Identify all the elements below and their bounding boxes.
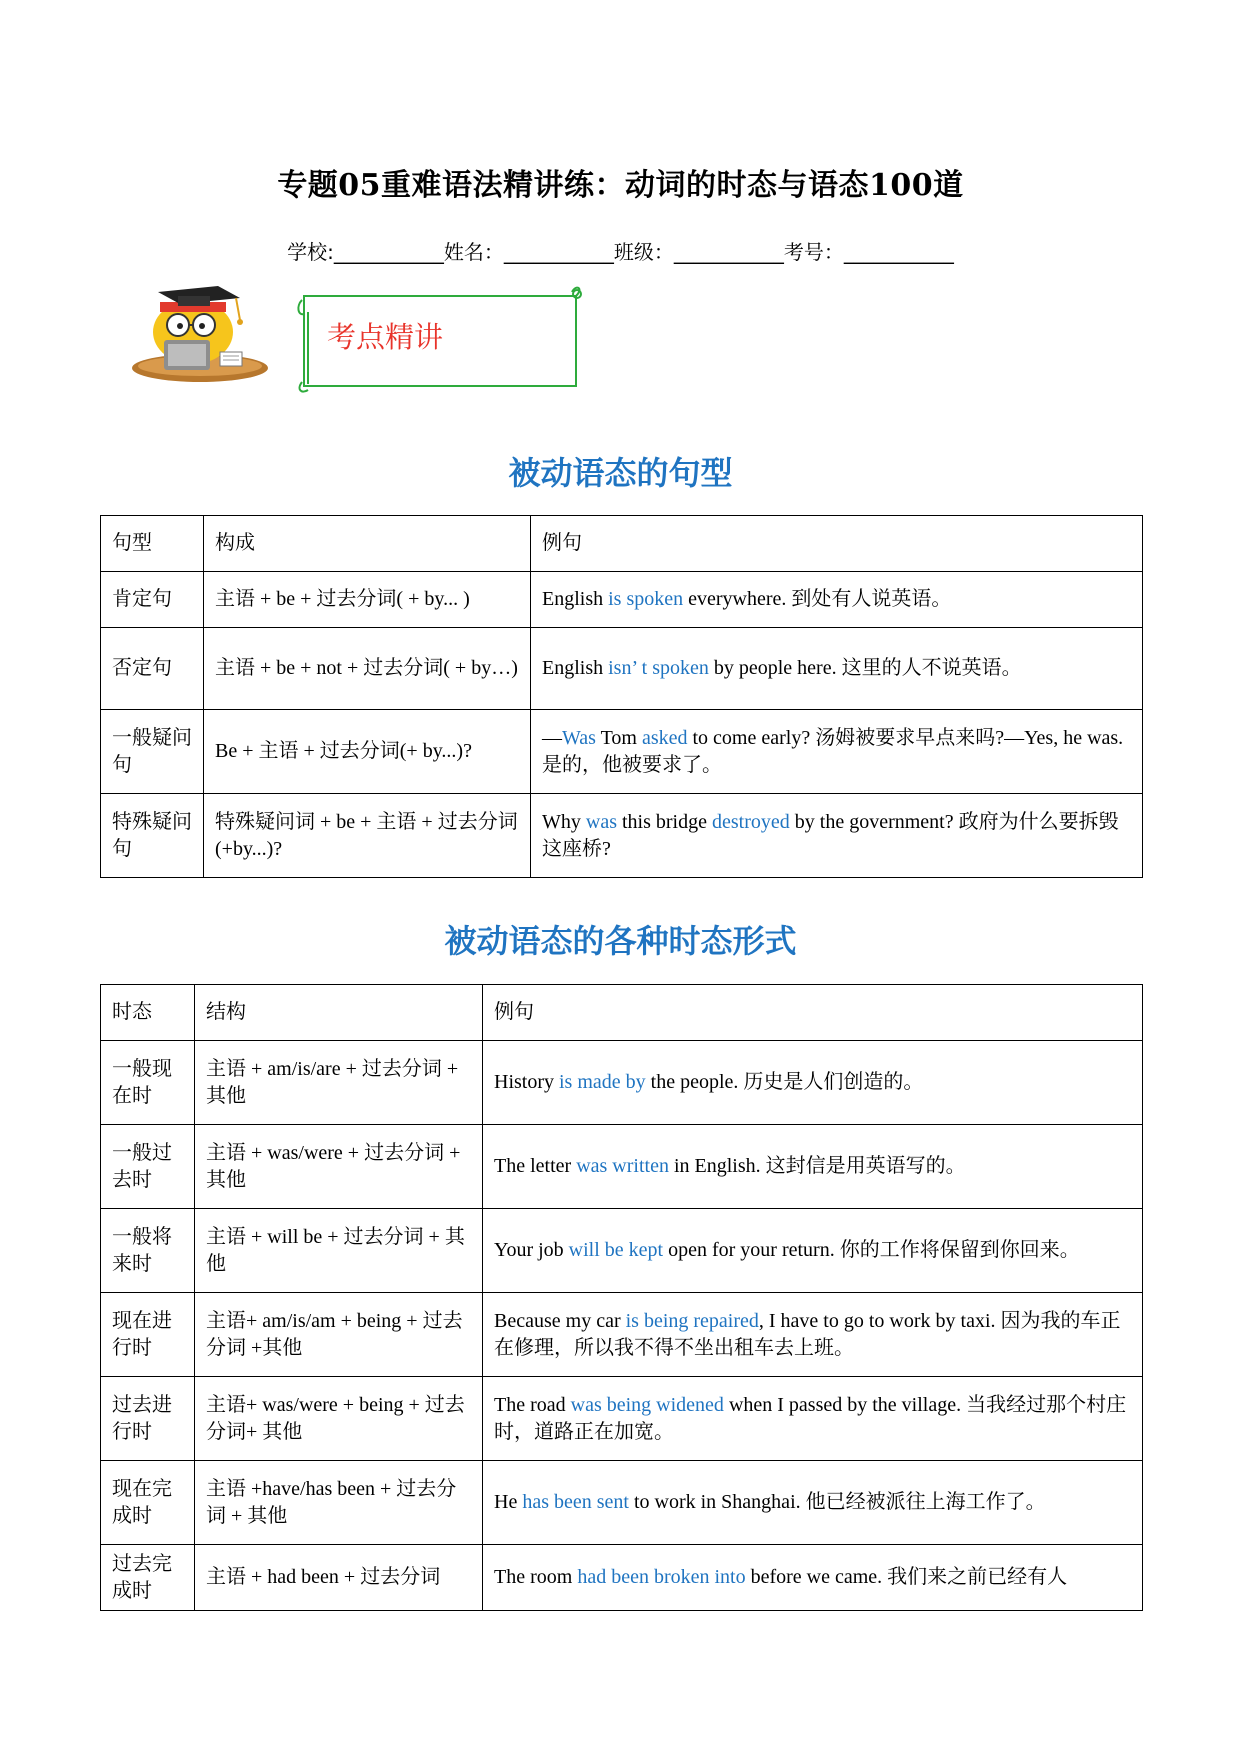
- example-cell: [483, 1041, 1143, 1125]
- section-heading-sentence-patterns: 被动语态的句型: [508, 454, 733, 492]
- example-text: open for your return. 你的工作将保留到你回来。: [663, 1239, 1080, 1261]
- highlighted-verb-phrase: has been sent: [522, 1491, 629, 1513]
- tense-structure-cell: 主语 + will be + 过去分词 + 其他: [195, 1209, 483, 1293]
- tense-name-cell: 一般将来时: [101, 1209, 195, 1293]
- example-text: this bridge: [617, 810, 712, 833]
- highlighted-verb-phrase: was written: [576, 1155, 669, 1177]
- pattern-type-cell: 否定句: [101, 628, 204, 710]
- example-cell: [483, 1125, 1143, 1209]
- badge-label: 考点精讲: [327, 320, 444, 354]
- highlighted-verb-phrase: is made by: [559, 1071, 646, 1093]
- table-header-row: [101, 985, 1143, 1041]
- pattern-type-cell: 肯定句: [101, 572, 204, 628]
- highlighted-verb-phrase: asked: [641, 726, 688, 749]
- example-cell: [483, 1209, 1143, 1293]
- example-cell: [531, 572, 1143, 628]
- pattern-type-cell: 特殊疑问句: [101, 794, 204, 878]
- tense-name-cell: 过去进行时: [101, 1377, 195, 1461]
- highlighted-verb-phrase: is being repaired: [625, 1309, 759, 1332]
- tense-structure-cell: 主语 + was/were + 过去分词 + 其他: [195, 1125, 483, 1209]
- tense-structure-cell: 主语 +have/has been + 过去分词 + 其他: [195, 1461, 483, 1545]
- example-text: English: [542, 657, 609, 679]
- example-text: Your job: [494, 1239, 569, 1261]
- highlighted-verb-phrase: Was: [562, 726, 596, 749]
- example-text: everywhere. 到处有人说英语。: [683, 588, 952, 610]
- tense-name-cell: 一般过去时: [101, 1125, 195, 1209]
- table-row: [101, 794, 1143, 878]
- sentence-pattern-table: [100, 515, 1143, 878]
- tense-name-cell: 过去完成时: [101, 1545, 195, 1611]
- table-row: [101, 1209, 1143, 1293]
- pattern-form-cell: 特殊疑问词 + be + 主语 + 过去分词(+by...)?: [204, 794, 531, 878]
- example-text: by the government? 政府为什么要拆毁这座桥?: [542, 810, 1119, 860]
- column-header: 句型: [101, 516, 204, 572]
- highlighted-verb-phrase: isn’ t spoken: [608, 657, 709, 679]
- table-row: [101, 1041, 1143, 1125]
- example-cell: [531, 710, 1143, 794]
- example-text: to come early? 汤姆被要求早点来吗?—Yes, he was. 是的，他被要求了。: [542, 726, 1124, 776]
- section-heading-tense-forms: 被动语态的各种时态形式: [444, 922, 797, 960]
- pattern-form-cell: 主语 + be + 过去分词( + by... ): [204, 572, 531, 628]
- table-row: [101, 1377, 1143, 1461]
- example-text: before we came. 我们来之前已经有人: [745, 1566, 1068, 1588]
- example-text: Tom: [595, 726, 642, 749]
- highlighted-verb-phrase: was: [585, 810, 617, 833]
- highlighted-verb-phrase: will be kept: [568, 1239, 664, 1261]
- table-row: [101, 1545, 1143, 1611]
- column-header: 例句: [531, 516, 1143, 572]
- tense-structure-cell: 主语+ am/is/am + being + 过去分词 +其他: [195, 1293, 483, 1377]
- example-text: The road: [494, 1393, 571, 1416]
- tense-structure-cell: 主语 + had been + 过去分词: [195, 1545, 483, 1611]
- example-text: History: [494, 1071, 559, 1093]
- column-header: 构成: [204, 516, 531, 572]
- example-text: He: [494, 1491, 523, 1513]
- example-text: in English. 这封信是用英语写的。: [668, 1155, 966, 1177]
- column-header: 例句: [483, 985, 1143, 1041]
- table-row: [101, 1125, 1143, 1209]
- example-cell: [483, 1377, 1143, 1461]
- table-row: [101, 572, 1143, 628]
- pattern-type-cell: 一般疑问句: [101, 710, 204, 794]
- page-title: 专题05重难语法精讲练：动词的时态与语态100道: [277, 168, 964, 203]
- mascot-illustration: [128, 280, 278, 385]
- example-cell: [531, 628, 1143, 710]
- tense-name-cell: 现在进行时: [101, 1293, 195, 1377]
- example-text: —: [542, 726, 562, 749]
- example-cell: [483, 1545, 1143, 1611]
- example-text: the people. 历史是人们创造的。: [645, 1071, 924, 1093]
- example-text: by people here. 这里的人不说英语。: [708, 657, 1022, 679]
- tense-name-cell: 现在完成时: [101, 1461, 195, 1545]
- example-cell: [483, 1461, 1143, 1545]
- column-header: 时态: [101, 985, 195, 1041]
- example-text: when I passed by the village. 当我经过那个村庄时，道路正在加宽。: [494, 1393, 1127, 1443]
- tense-name-cell: 一般现在时: [101, 1041, 195, 1125]
- example-text: The letter: [494, 1155, 577, 1177]
- example-cell: [531, 794, 1143, 878]
- highlighted-verb-phrase: destroyed: [712, 810, 790, 833]
- example-text: Why: [542, 810, 586, 833]
- column-header: 结构: [195, 985, 483, 1041]
- table-row: [101, 1461, 1143, 1545]
- highlighted-verb-phrase: is spoken: [608, 588, 684, 610]
- example-cell: [483, 1293, 1143, 1377]
- example-text: , I have to go to work by taxi. 因为我的车正在修理，所以我不得不坐出租车去上班。: [494, 1309, 1121, 1359]
- table-row: [101, 628, 1143, 710]
- pattern-form-cell: Be + 主语 + 过去分词(+ by...)?: [204, 710, 531, 794]
- table-row: [101, 710, 1143, 794]
- table-row: [101, 1293, 1143, 1377]
- example-text: English: [542, 588, 609, 610]
- table-header-row: [101, 516, 1143, 572]
- highlighted-verb-phrase: had been broken into: [577, 1566, 746, 1588]
- tense-forms-table: [100, 984, 1143, 1611]
- student-info-line: 学校:___________姓名：___________班级：___________考号：___________: [287, 240, 954, 264]
- example-text: The room: [494, 1566, 578, 1588]
- tense-structure-cell: 主语 + am/is/are + 过去分词 + 其他: [195, 1041, 483, 1125]
- tense-structure-cell: 主语+ was/were + being + 过去分词+ 其他: [195, 1377, 483, 1461]
- pattern-form-cell: 主语 + be + not + 过去分词( + by…): [204, 628, 531, 710]
- highlighted-verb-phrase: was being widened: [570, 1393, 724, 1416]
- example-text: Because my car: [494, 1309, 626, 1332]
- example-text: to work in Shanghai. 他已经被派往上海工作了。: [628, 1491, 1046, 1513]
